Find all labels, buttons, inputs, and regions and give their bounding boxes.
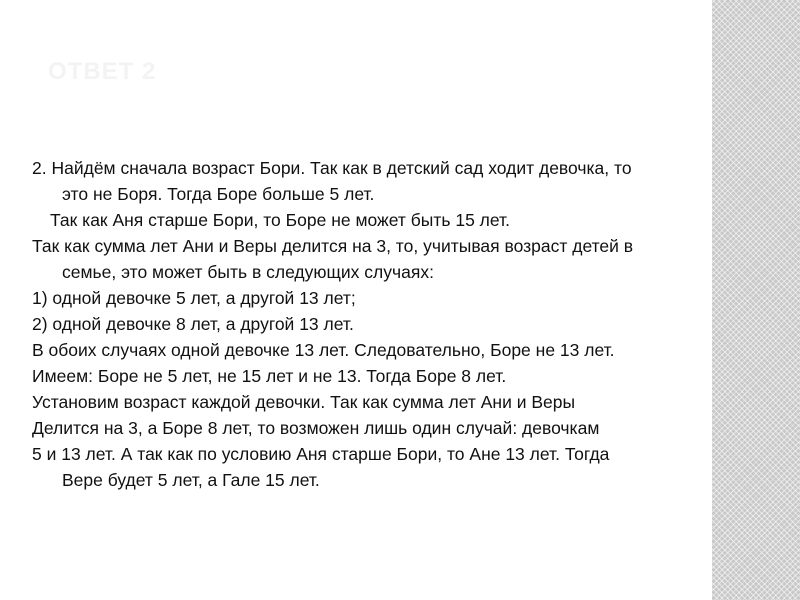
answer-text [32,155,712,493]
slide-title: ОТВЕТ 2 [48,58,157,85]
text-line: Делится на 3, а Боре 8 лет, то возможен лишь один случай: девочкам [32,418,600,438]
text-line: Имеем: Боре не 5 лет, не 15 лет и не 13. Тогда Боре 8 лет. [32,366,507,386]
text-line: 2) одной девочке 8 лет, а другой 13 лет. [32,314,354,334]
text-line: Установим возраст каждой девочки. Так как сумма лет Ани и Веры [32,392,576,412]
text-line: это не Боря. Тогда Боре больше 5 лет. [62,184,375,204]
text-line: Так как сумма лет Ани и Веры делится на 3, то, учитывая возраст детей в [32,236,634,256]
text-line: Так как Аня старше Бори, то Боре не может быть 15 лет. [50,210,510,230]
text-line: 1) одной девочке 5 лет, а другой 13 лет; [32,288,356,308]
text-line: 5 и 13 лет. А так как по условию Аня старше Бори, то Ане 13 лет. Тогда [32,444,610,464]
decorative-sidebar [712,0,800,600]
text-line: Вере будет 5 лет, а Гале 15 лет. [62,470,320,490]
text-line: В обоих случаях одной девочке 13 лет. Следовательно, Боре не 13 лет. [32,340,615,360]
text-line: 2. Найдём сначала возраст Бори. Так как в детский сад ходит девочка, то [32,158,632,178]
text-line: семье, это может быть в следующих случаях: [62,262,434,282]
